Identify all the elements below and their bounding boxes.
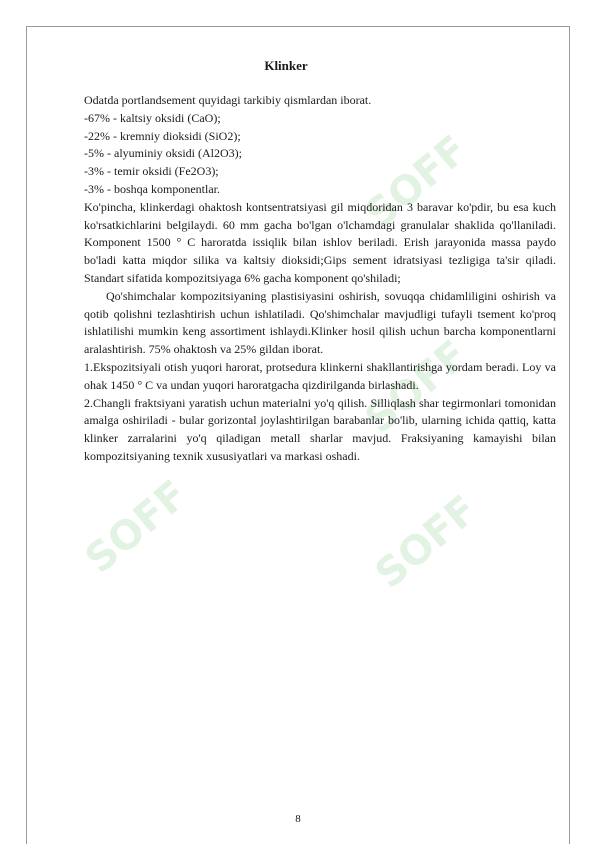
watermark-text: SOFF	[356, 331, 477, 443]
composition-item: -5% - alyuminiy oksidi (Al2O3);	[84, 146, 242, 161]
composition-item: -3% - temir oksidi (Fe2O3);	[84, 164, 219, 179]
watermark-text: SOFF	[356, 126, 477, 238]
document-title-text: Klinker	[264, 58, 308, 73]
page-number: 8	[295, 813, 301, 825]
composition-item: -67% - kaltsiy oksidi (CaO);	[84, 110, 221, 125]
paragraph-step-1: 1.Ekspozitsiyali otish yuqori harorat, protsedura klinkerni shakllantirishga yordam beradi. Loy va ohak 1450 ° C va undan yuqori haroratgacha qizdirilganda birlashadi.	[84, 359, 556, 392]
paragraph-clinker-composition: Ko'pincha, klinkerdagi ohaktosh kontsentratsiyasi gil miqdoridan 3 baravar ko'pdir, bu esa kuch ko'rsatkichlarini belgilaydi. 60 mm gacha bo'lgan o'lchamdagi granulalar shaklida qo'llaniladi. Komponent 1500 ° C haroratda issiqlik bilan ishlov beriladi. Erish jarayonida massa paydo bo'ladi katta miqdor silika va kaltsiy dioksidi;Gips sement idratsiyasi tezligiga ta'sir qiladi. Standart sifatida kompozitsiyaga 6% gacha komponent qo'shiladi;	[84, 199, 556, 285]
composition-intro: Odatda portlandsement quyidagi tarkibiy qismlardan iborat.	[84, 93, 372, 107]
paragraph-step-2: 2.Changli fraktsiyani yaratish uchun materialni yo'q qilish. Silliqlash shar tegirmonlari tomonidan amalga oshiriladi - bular gorizontal joylashtirilgan barabanlar bo'lib, ularning ichida qattiq, katta klinker zarralarini yo'q qiladigan metall sharlar mavjud. Fraksiyaning kamayishi bilan kompozitsiyaning texnik xususiyatlari va markasi oshadi.	[84, 395, 556, 463]
document-title	[0, 58, 596, 74]
composition-item: -3% - boshqa komponentlar.	[84, 181, 220, 196]
document-body	[84, 92, 556, 466]
watermark-text: SOFF	[366, 486, 487, 598]
watermark-text: SOFF	[76, 471, 197, 583]
composition-item: -22% - kremniy dioksidi (SiO2);	[84, 128, 241, 143]
paragraph-additives: Qo'shimchalar kompozitsiyaning plastisiyasini oshirish, sovuqqa chidamliligini oshirish va qotib qolishni tezlashtirish uchun ishlatiladi. Qo'shimchalar mavjudligi tufayli tsement ko'proq ishlatilishi mumkin keng assortiment ishlaydi.Klinker hosil qilish uchun barcha komponentlarni aralashtirish. 75% ohaktosh va 25% gildan iborat.	[84, 288, 556, 357]
